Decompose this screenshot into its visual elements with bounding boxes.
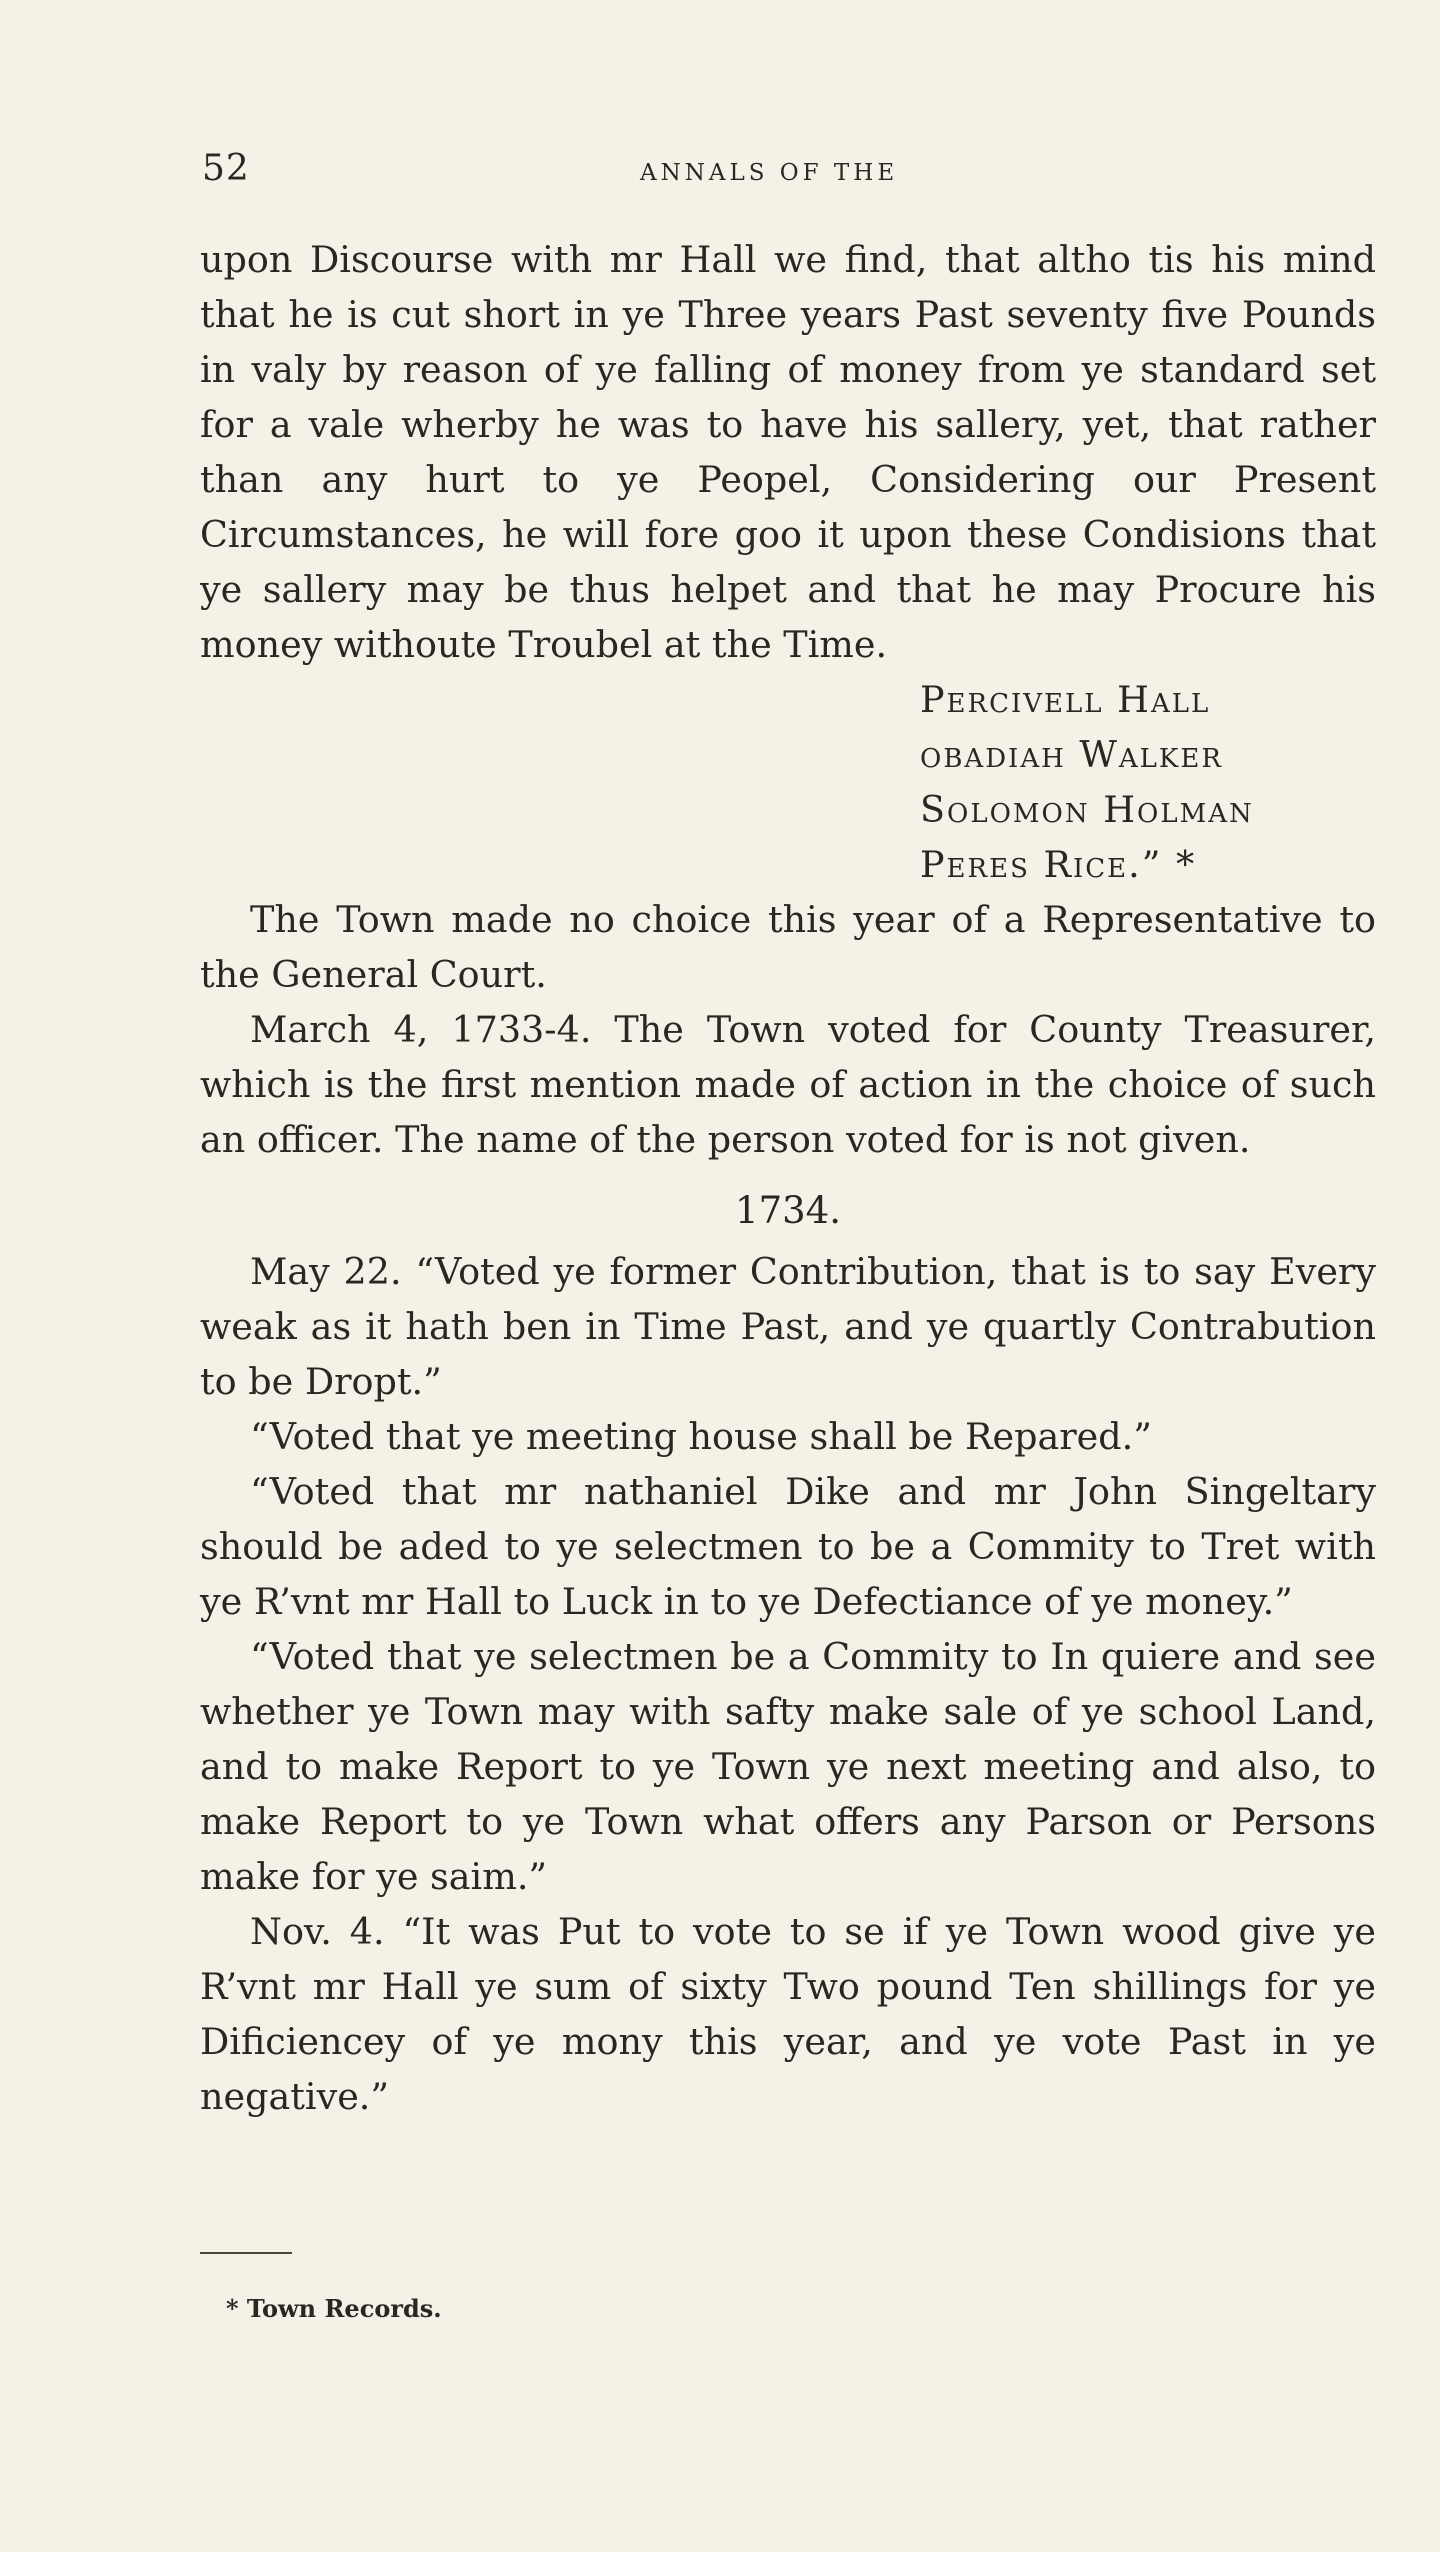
signature-peres-rice: Peres Rice.” * bbox=[920, 843, 1197, 886]
paragraph-meeting-house: “Voted that ye meeting house shall be Repared.” bbox=[250, 1415, 1152, 1458]
signature-block bbox=[920, 672, 1320, 892]
footnote-rule bbox=[200, 2252, 292, 2254]
paragraph-representative: The Town made no choice this year of a Representative to the General Court. bbox=[200, 898, 1376, 996]
paragraph-school-land: “Voted that ye selectmen be a Commity to In quiere and see whether ye Town may with safty make sale of ye school Land, and to make Report to ye Town ye next meeting and also, to make Report to ye Town what offers any Parson or Persons make for ye saim.” bbox=[200, 1635, 1376, 1898]
paragraph-county-treasurer: March 4, 1733-4. The Town voted for County Treasurer, which is the first mention made of action in the choice of such an officer. The name of the person voted for is not given. bbox=[200, 1008, 1376, 1161]
signature-obadiah-walker: obadiah Walker bbox=[920, 733, 1223, 776]
signature-percivell-hall: Percivell Hall bbox=[920, 678, 1211, 721]
paragraph-discourse: upon Discourse with mr Hall we find, that altho tis his mind that he is cut short in ye Three years Past seventy five Pounds in valy by reason of ye falling of money from ye standard set for a vale wherby he was to have his sallery, yet, that rather than any hurt to ye Peopel, Considering our Present Circumstances, he will fore goo it upon these Condisions that ye sallery may be thus helpet and that he may Procure his money withoute Troubel at the Time. bbox=[200, 238, 1376, 666]
paragraph-november-vote: Nov. 4. “It was Put to vote to se if ye Town wood give ye R’vnt mr Hall ye sum of sixty Two pound Ten shillings for ye Dificiencey of ye mony this year, and ye vote Past in ye negative.” bbox=[200, 1910, 1376, 2118]
body-text bbox=[200, 232, 1376, 2124]
running-head: ANNALS OF THE bbox=[640, 160, 899, 186]
paragraph-commity: “Voted that mr nathaniel Dike and mr John Singeltary should be aded to ye selectmen to be a Commity to Tret with ye R’vnt mr Hall to Luck in to ye Defectiance of ye money.” bbox=[200, 1470, 1376, 1623]
page-header bbox=[202, 148, 1376, 198]
paragraph-contribution: May 22. “Voted ye former Contribution, that is to say Every weak as it hath ben in Time Past, and ye quartly Contrabution to be Dropt.” bbox=[200, 1250, 1376, 1403]
year-heading: 1734. bbox=[735, 1189, 841, 1232]
signature-solomon-holman: Solomon Holman bbox=[920, 788, 1254, 831]
footnote: * Town Records. bbox=[226, 2294, 442, 2323]
page-number: 52 bbox=[202, 148, 250, 189]
